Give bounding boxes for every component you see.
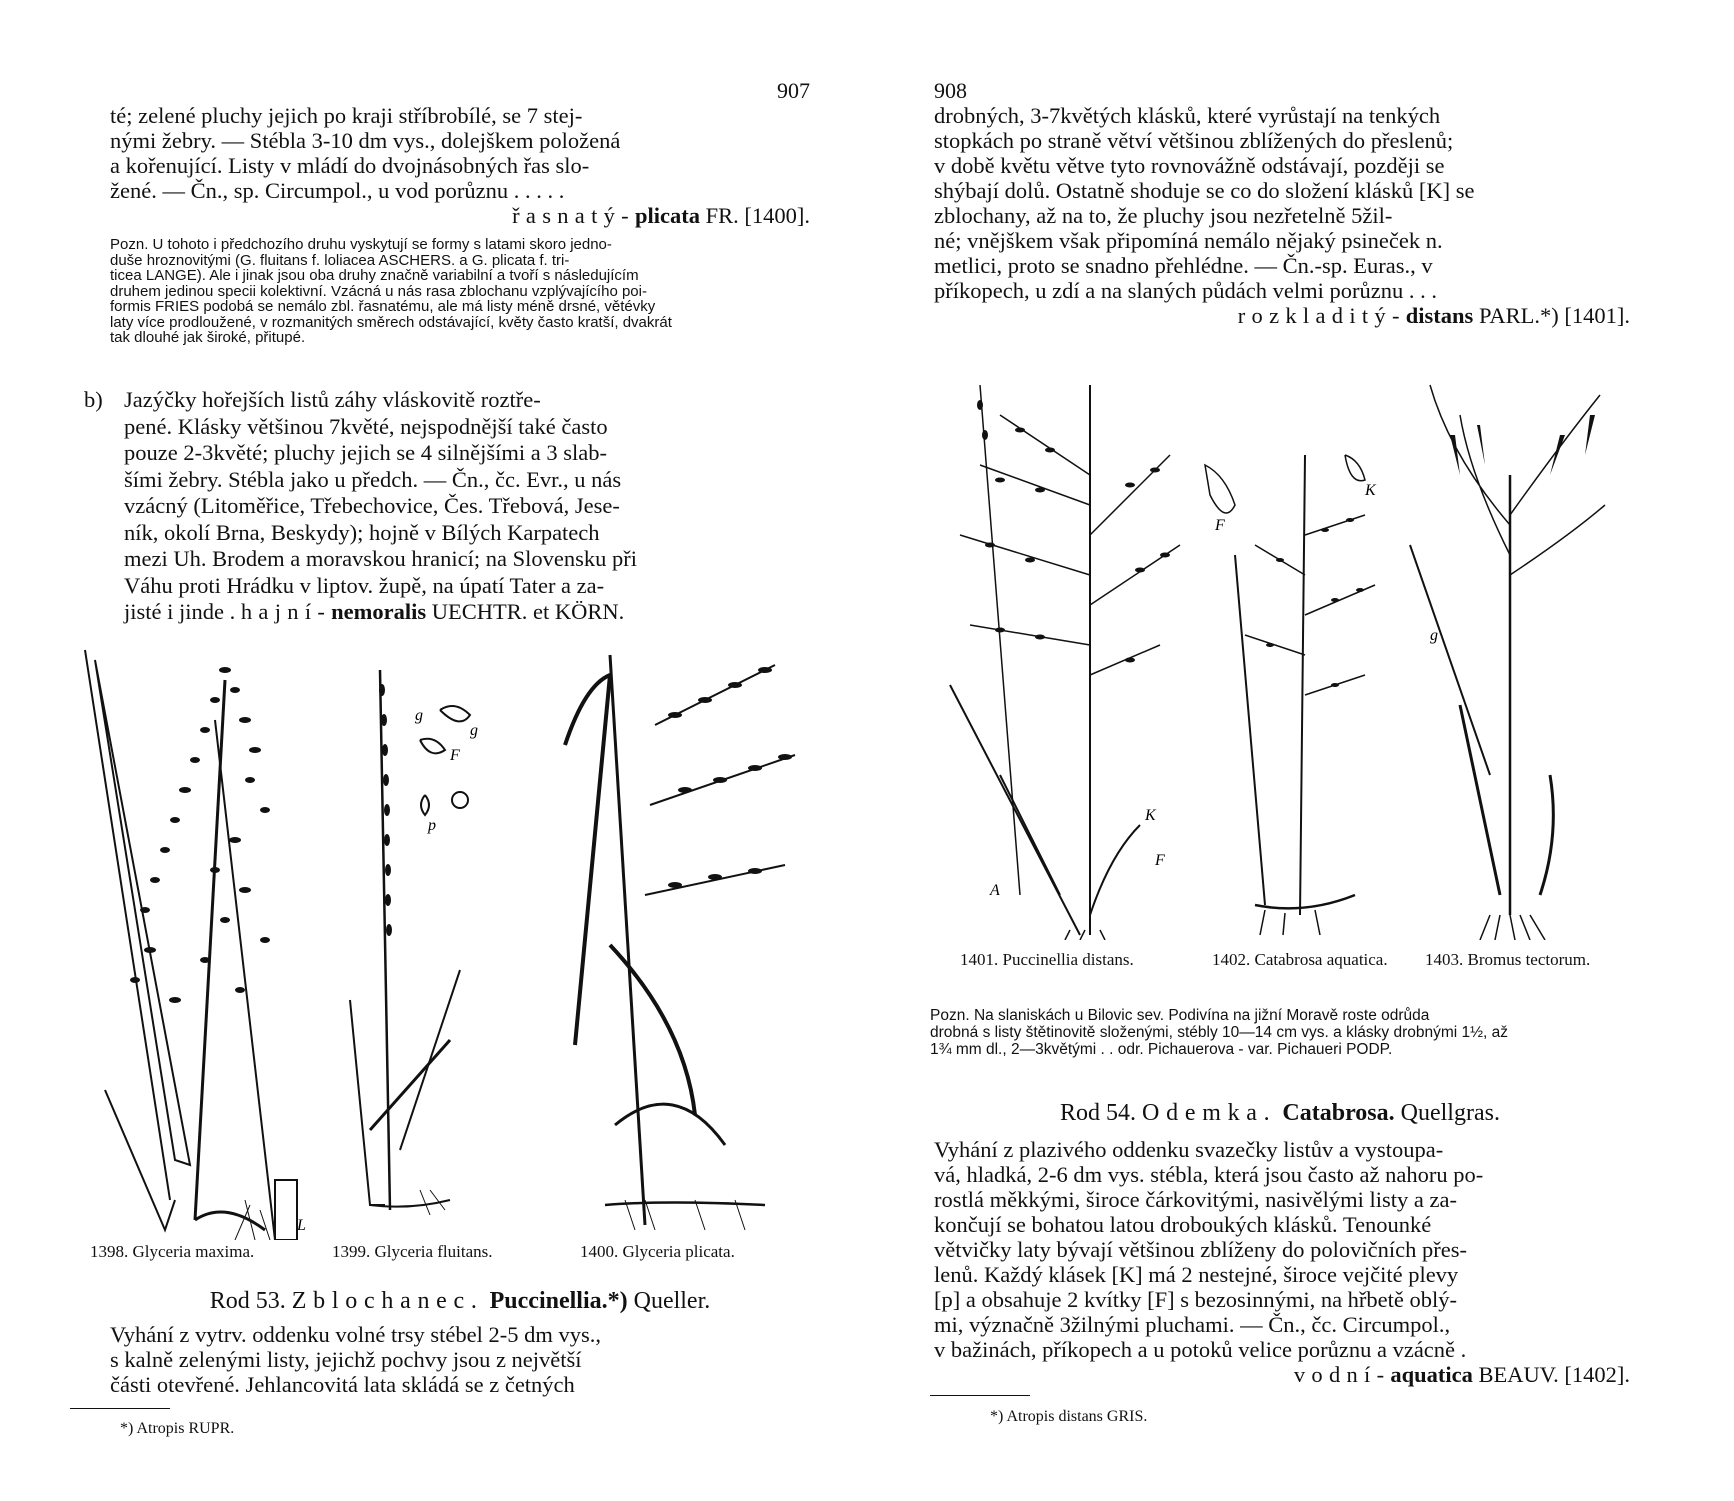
text-line: nými žebry. — Stébla 3-10 dm vys., dolejškem položená	[110, 128, 621, 153]
species-latin: distans	[1405, 303, 1474, 328]
text-line: Váhu proti Hrádku v liptov. župě, na úpatí Tater a za-	[124, 572, 605, 598]
species-author: PARL.*) [1401].	[1478, 303, 1630, 328]
heading-german: Quellgras.	[1400, 1100, 1500, 1126]
species-author: BEAUV. [1402].	[1478, 1362, 1630, 1387]
figure-caption: 1399. Glyceria fluitans.	[332, 1242, 493, 1261]
illustration-bromus-tectorum	[1390, 375, 1615, 940]
text-line: té; zelené pluchy jejich po kraji stříbrobílé, se 7 stej-	[110, 103, 583, 128]
figure-letter: g	[1430, 627, 1438, 644]
text-line: Jazýčky hořejších listů záhy vláskovitě roztře-	[124, 387, 541, 412]
text-line: drobných, 3-7květých klásků, které vyrůstají na tenkých	[934, 103, 1441, 128]
heading-latin: Puccinellia.*)	[489, 1288, 628, 1314]
right-paragraph-2	[934, 1137, 1630, 1387]
text-line: s kalně zelenými listy, jejichž pochvy jsou z největší	[110, 1347, 582, 1372]
text-line: metlici, proto se snadno přehlédne. — Čn.-sp. Euras., v	[934, 253, 1433, 278]
illustration-catabrosa-aquatica	[1195, 435, 1390, 940]
text-line: v bažinách, příkopech a u potoků velice porůznu a vzácně .	[934, 1337, 1467, 1362]
note-line: 1¾ mm dl., 2—3květými . . odr. Pichauerova - var. Pichaueri PODP.	[930, 1041, 1393, 1058]
genus-heading	[930, 1100, 1630, 1127]
genus-heading	[110, 1288, 810, 1315]
note-line: drobná s listy štětinovitě složenými, stébly 10—14 cm vys. a klásky drobnými 1½, až	[930, 1024, 1509, 1041]
note-line: tak dlouhé jak široké, přitupé.	[110, 329, 306, 346]
figure-letter: L	[297, 1217, 306, 1234]
illustration-glyceria-plicata	[515, 645, 805, 1235]
text-line: mezi Uh. Brodem a moravskou hranicí; na Slovensku při	[124, 546, 638, 571]
footnote-rule	[930, 1395, 1030, 1396]
heading-german: Queller.	[633, 1288, 711, 1314]
left-page	[70, 0, 810, 1501]
text-line: stopkách po straně větví většinou zblížených do přeslenů;	[934, 128, 1454, 153]
species-line	[124, 599, 810, 626]
left-note	[110, 237, 810, 346]
figure-letter: g	[470, 722, 478, 739]
species-author: UECHTR. et KÖRN.	[431, 599, 625, 624]
figure-letter: F	[450, 747, 460, 764]
species-czech: hajní-	[240, 599, 332, 624]
text-line: žené. — Čn., sp. Circumpol., u vod porůznu . . . . .	[110, 178, 565, 203]
figure-caption: 1398. Glyceria maxima.	[90, 1242, 255, 1261]
heading-czech: Odemka.	[1142, 1100, 1277, 1126]
text-line: větvičky laty bývají většinou zblíženy do polovičních přes-	[934, 1237, 1467, 1262]
illustration-glyceria-maxima	[75, 640, 310, 1240]
heading-latin: Catabrosa.	[1282, 1100, 1395, 1126]
footnote: *) Atropis distans GRIS.	[990, 1408, 1148, 1425]
note-line: Pozn. Na slaniskách u Bilovic sev. Podivína na jižní Moravě roste odrůda	[930, 1007, 1430, 1024]
text-line: končují se bohatou latou droboukých klásků. Tenounké	[934, 1212, 1432, 1237]
text-line: příkopech, u zdí a na slaných půdách velmi porůznu . . .	[934, 278, 1437, 303]
note-line: laty více prodloužené, v rozmanitých směrech odstávající, květy často kratší, dvakrát	[110, 313, 672, 331]
heading-czech: Zblochanec.	[291, 1288, 484, 1314]
figure-letter: K	[1145, 807, 1156, 824]
figure-letter: F	[1215, 517, 1225, 534]
right-paragraph-1	[934, 103, 1630, 328]
illustration-puccinellia-distans	[940, 375, 1185, 940]
text-line: mi, význačně 3žilnými pluchami. — Čn., čc. Circumpol.,	[934, 1312, 1451, 1337]
item-marker: b)	[84, 387, 103, 412]
species-czech: vodní-	[1293, 1362, 1391, 1387]
heading-prefix: Rod 53.	[209, 1288, 286, 1314]
species-line	[934, 303, 1630, 328]
footnote: *) Atropis RUPR.	[120, 1420, 235, 1437]
text-line: části otevřené. Jehlancovitá lata skládá se z četných	[110, 1372, 575, 1397]
text-line: Vyhání z plazivého oddenku svazečky listův a vystoupa-	[934, 1137, 1444, 1162]
species-latin: plicata	[634, 203, 700, 228]
grass-drawing	[1390, 375, 1615, 940]
text-line: shýbají dolů. Ostatně shoduje se co do složení klásků [K] se	[934, 178, 1475, 203]
left-paragraph-2	[110, 1322, 810, 1397]
note-line: ticea LANGE). Ale i jinak jsou oba druhy značně variabilní a tvoří s následujícím	[110, 267, 639, 284]
text-line: pené. Klásky většinou 7květé, nejspodnější také často	[124, 413, 608, 439]
figure-letter: A	[990, 882, 1000, 899]
text-line: a kořenující. Listy v mládí do dvojnásobných řas slo-	[110, 153, 590, 178]
text-line: né; vnějškem však připomíná nemálo nějaký psineček n.	[934, 228, 1443, 253]
text-line: rostlá měkkými, široce čárkovitými, nasivělými listy a za-	[934, 1187, 1457, 1212]
text-line: vá, hladká, 2-6 dm vys. stébla, která jsou často až nahoru po-	[934, 1162, 1484, 1187]
note-line: duše hroznovitými (G. fluitans f. loliacea ASCHERS. a G. plicata f. tri-	[110, 251, 570, 269]
text-line: [p] a obsahuje 2 kvítky [F] s bezosinnými, na hřbetě oblý-	[934, 1287, 1458, 1312]
species-line	[934, 1362, 1630, 1387]
right-page	[930, 0, 1670, 1501]
grass-drawing	[515, 645, 805, 1235]
text-line: ník, okolí Brna, Beskydy); hojně v Bílých Karpatech	[124, 519, 600, 545]
figure-caption: 1400. Glyceria plicata.	[580, 1242, 735, 1261]
figure-caption: 1401. Puccinellia distans.	[960, 950, 1134, 969]
grass-drawing	[75, 640, 310, 1240]
text-line: vzácný (Litoměřice, Třebechovice, Čes. Třebová, Jese-	[124, 493, 620, 518]
note-line: Pozn. U tohoto i předchozího druhu vyskytují se formy s latami skoro jedno-	[110, 236, 612, 253]
grass-drawing	[310, 650, 510, 1235]
species-latin: aquatica	[1390, 1362, 1473, 1387]
text-line: Vyhání z vytrv. oddenku volné trsy stébel 2-5 dm vys.,	[110, 1322, 601, 1347]
figure-letter: F	[1155, 852, 1165, 869]
page-number: 908	[934, 78, 967, 103]
text-line: lenů. Každý klásek [K] má 2 nestejné, široce vejčité plevy	[934, 1262, 1459, 1287]
heading-prefix: Rod 54.	[1060, 1100, 1137, 1126]
grass-drawing	[940, 375, 1185, 940]
page-number: 907	[777, 78, 810, 103]
figure-letter: K	[1365, 482, 1376, 499]
left-paragraph-1	[110, 103, 810, 228]
note-line: formis FRIES podobá se nemálo zbl. řasnatému, ale má listy méně drsné, větévky	[110, 298, 656, 315]
figure-letter: p	[428, 817, 436, 834]
text-line: šími žebry. Stébla jako u předch. — Čn., čc. Evr., u nás	[124, 466, 622, 492]
figure-caption: 1403. Bromus tectorum.	[1425, 950, 1591, 969]
right-note	[930, 1007, 1630, 1058]
figure-caption: 1402. Catabrosa aquatica.	[1212, 950, 1388, 969]
text-line: v době květu větve tyto rovnovážně odstávají, později se	[934, 153, 1445, 178]
species-author: FR. [1400].	[705, 203, 810, 228]
species-line	[110, 203, 810, 228]
illustration-glyceria-fluitans	[310, 650, 510, 1235]
species-czech: řasnatý-	[512, 203, 635, 228]
species-latin: nemoralis	[331, 599, 427, 624]
grass-drawing	[1195, 435, 1390, 940]
text-fragment: jisté i jinde .	[124, 599, 236, 624]
text-line: pouze 2-3květé; pluchy jejich se 4 silnějšími a 3 slab-	[124, 440, 608, 465]
footnote-rule	[70, 1408, 170, 1409]
species-czech: rozkladitý-	[1237, 303, 1406, 328]
item-b	[84, 387, 810, 626]
note-line: druhem jedinou specii kolektivní. Vzácná u nás rasa zblochanu vzplývajícího poi-	[110, 282, 647, 300]
text-line: zblochany, až na to, že pluchy jsou nezřetelně 5žil-	[934, 203, 1393, 228]
figure-letter: g	[415, 707, 423, 724]
